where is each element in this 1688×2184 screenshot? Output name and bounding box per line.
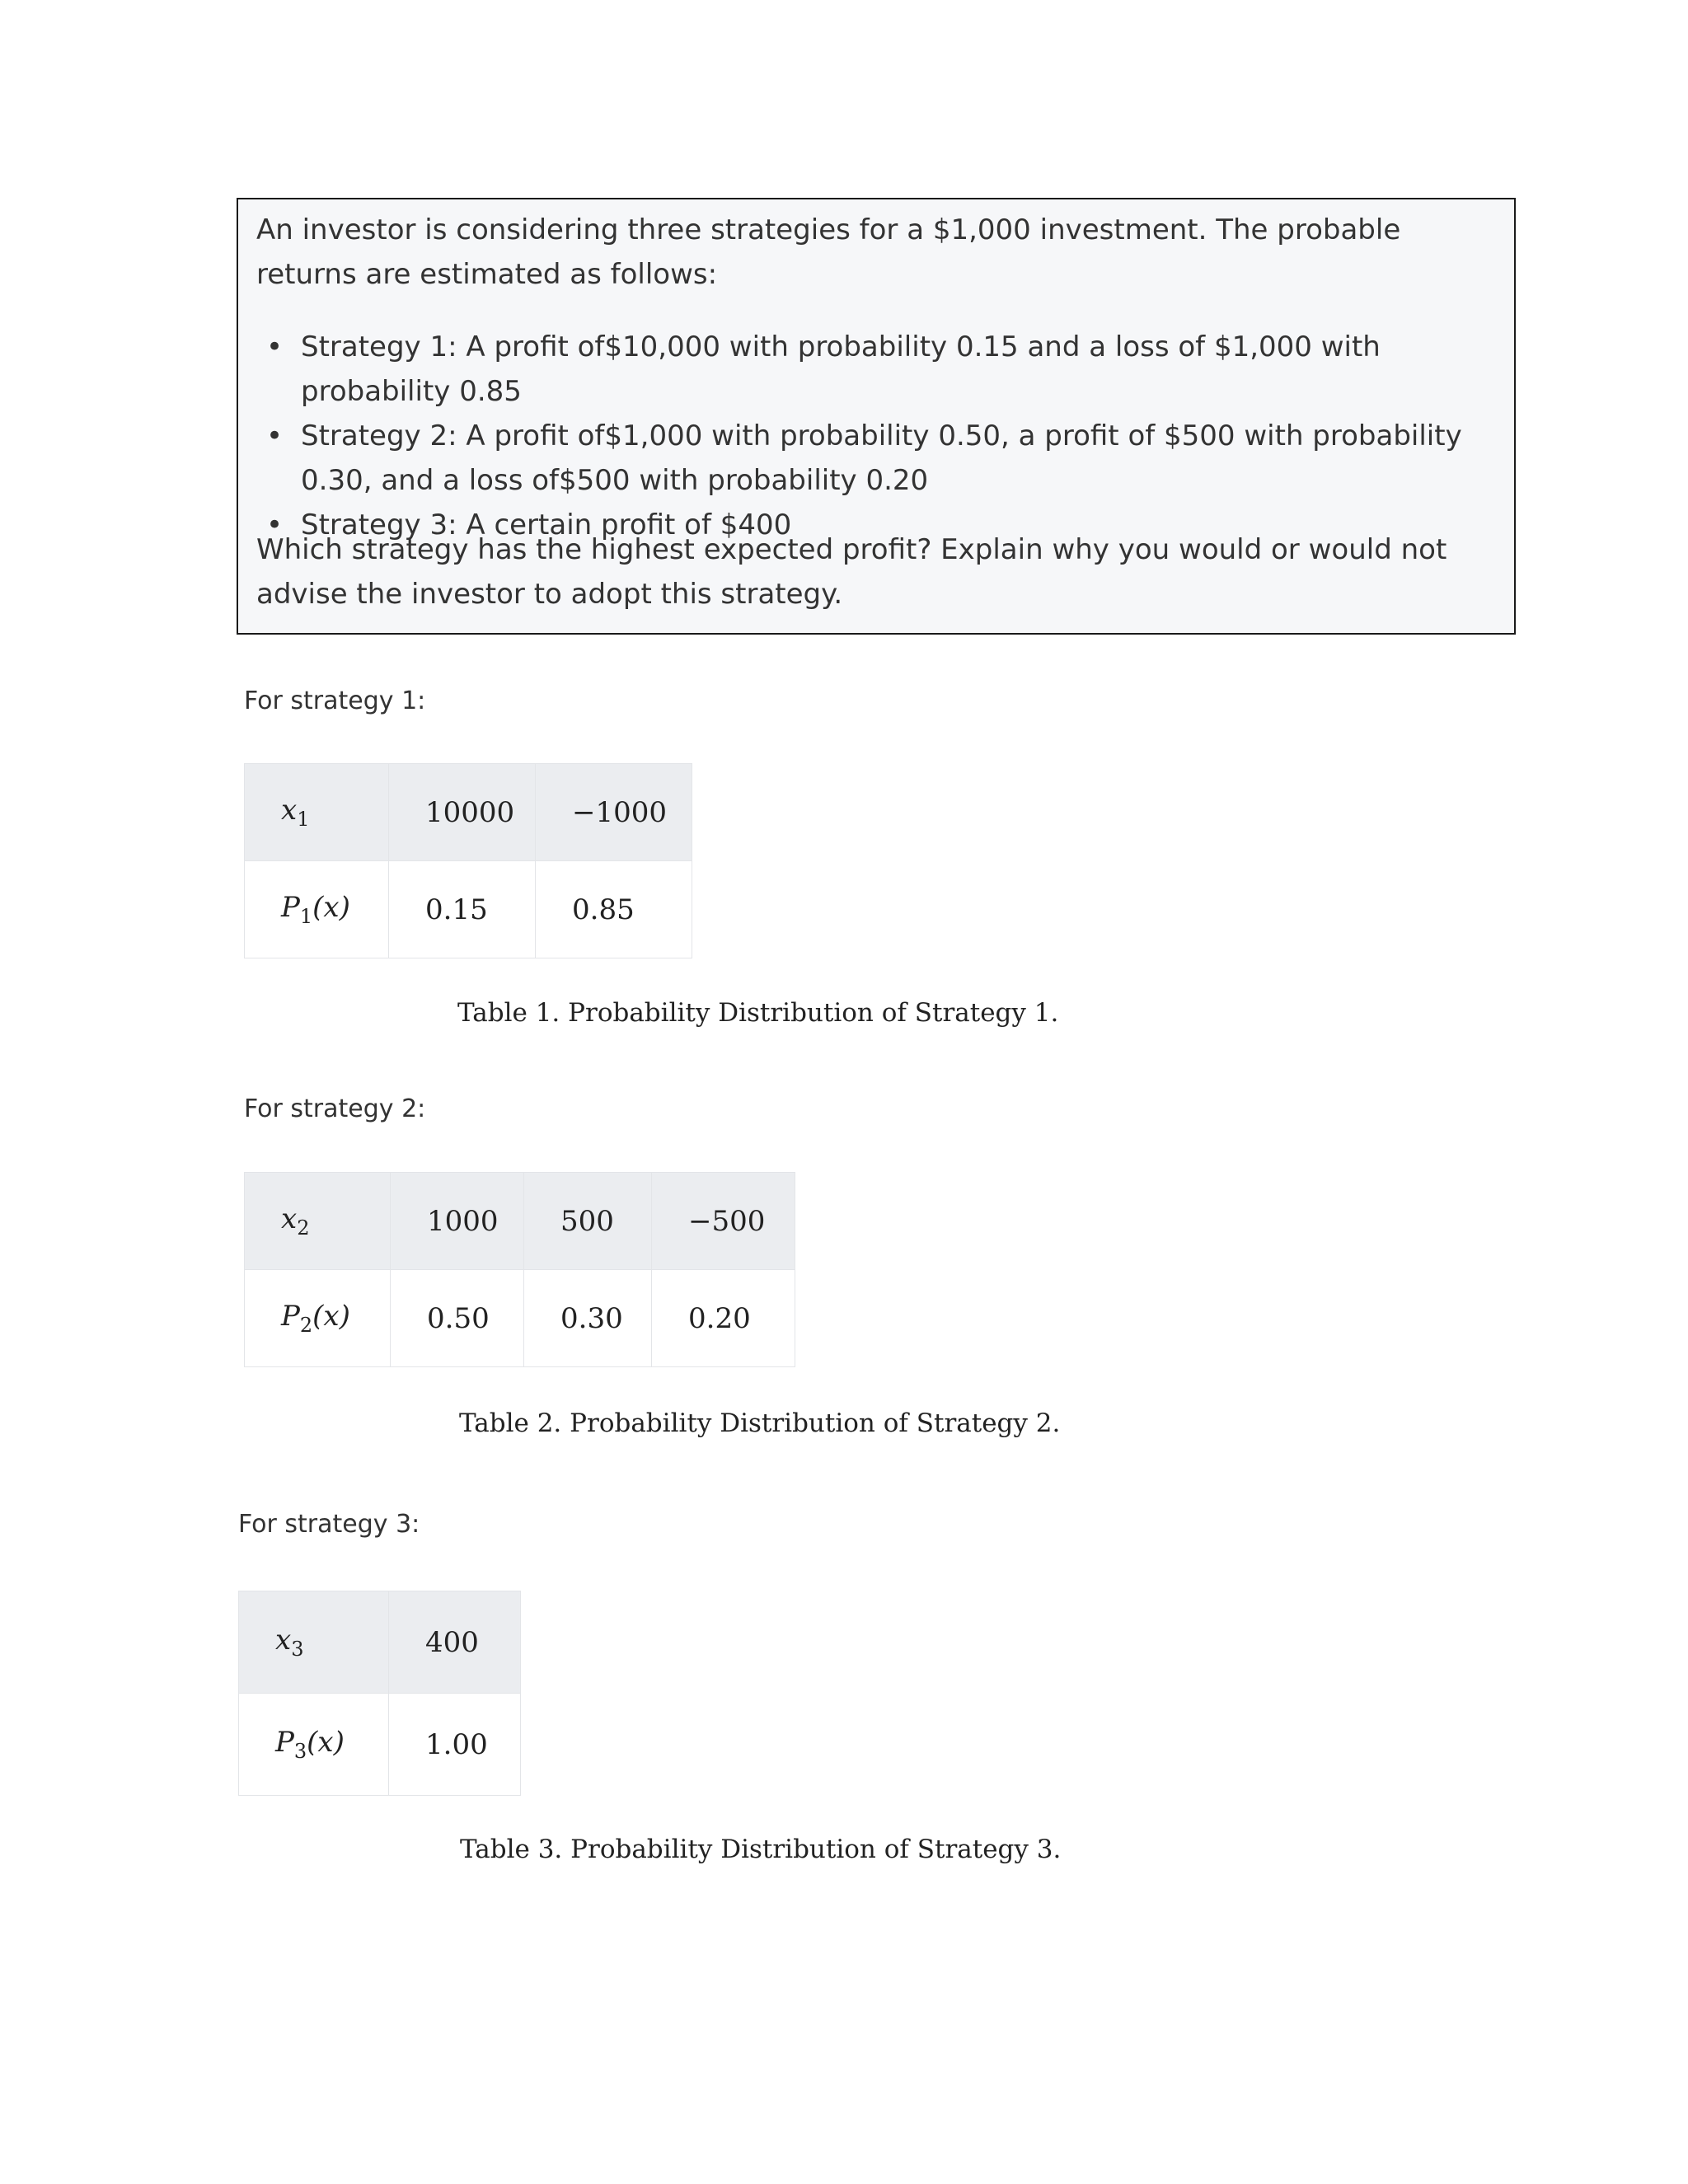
- value-cell: 400: [389, 1591, 521, 1694]
- distribution-table-1: [244, 763, 692, 958]
- table-row: [245, 764, 692, 861]
- table-caption-2: Table 2. Probability Distribution of Strategy 2.: [459, 1408, 1061, 1438]
- table-caption-3: Table 3. Probability Distribution of Strategy 3.: [460, 1835, 1062, 1864]
- value-cell: −1000: [536, 764, 692, 861]
- list-item: [256, 414, 1504, 503]
- probability-cell: 0.20: [652, 1270, 795, 1367]
- bullet-icon: •: [266, 509, 284, 541]
- problem-intro: An investor is considering three strategies for a $1,000 investment. The probable returns are estimated as follows:: [256, 213, 1401, 291]
- bullet-icon: •: [266, 419, 284, 452]
- section-label-strategy-3: For strategy 3:: [238, 1510, 420, 1539]
- probability-cell: 0.15: [389, 861, 536, 958]
- probability-function-cell: $P_3(x)$: [239, 1694, 389, 1796]
- variable-cell: $x_2$: [245, 1173, 391, 1270]
- table-caption-1: Table 1. Probability Distribution of Strategy 1.: [457, 998, 1059, 1028]
- value-cell: 10000: [389, 764, 536, 861]
- probability-function-cell: $P_1(x)$: [245, 861, 389, 958]
- probability-function-cell: $P_2(x)$: [245, 1270, 391, 1367]
- strategy-text: Strategy 2: A profit of$1,000 with probability 0.50, a profit of $500 with probability 0.30, and a loss of$500 with probability 0.20: [301, 419, 1462, 497]
- distribution-table-3: [238, 1591, 521, 1796]
- table-row: [239, 1591, 521, 1694]
- strategy-text: Strategy 1: A profit of$10,000 with probability 0.15 and a loss of $1,000 with probability 0.85: [301, 330, 1381, 408]
- variable-cell: $x_1$: [245, 764, 389, 861]
- probability-cell: 1.00: [389, 1694, 521, 1796]
- value-cell: 1000: [391, 1173, 524, 1270]
- problem-statement-box: [237, 198, 1516, 635]
- table-row: [245, 1173, 795, 1270]
- probability-cell: 0.85: [536, 861, 692, 958]
- list-item: [256, 325, 1504, 414]
- table-row: [245, 861, 692, 958]
- bullet-icon: •: [266, 330, 284, 363]
- table-row: [245, 1270, 795, 1367]
- value-cell: 500: [524, 1173, 652, 1270]
- table-row: [239, 1694, 521, 1796]
- strategy-list: [256, 325, 1504, 547]
- section-label-strategy-1: For strategy 1:: [244, 687, 426, 715]
- strategy-text: Strategy 3: A certain profit of $400: [301, 509, 792, 541]
- distribution-table-2: [244, 1172, 795, 1367]
- value-cell: −500: [652, 1173, 795, 1270]
- variable-cell: $x_3$: [239, 1591, 389, 1694]
- probability-cell: 0.30: [524, 1270, 652, 1367]
- probability-cell: 0.50: [391, 1270, 524, 1367]
- section-label-strategy-2: For strategy 2:: [244, 1094, 426, 1123]
- problem-question: Which strategy has the highest expected profit? Explain why you would or would not advise the investor to adopt this strategy.: [256, 533, 1447, 611]
